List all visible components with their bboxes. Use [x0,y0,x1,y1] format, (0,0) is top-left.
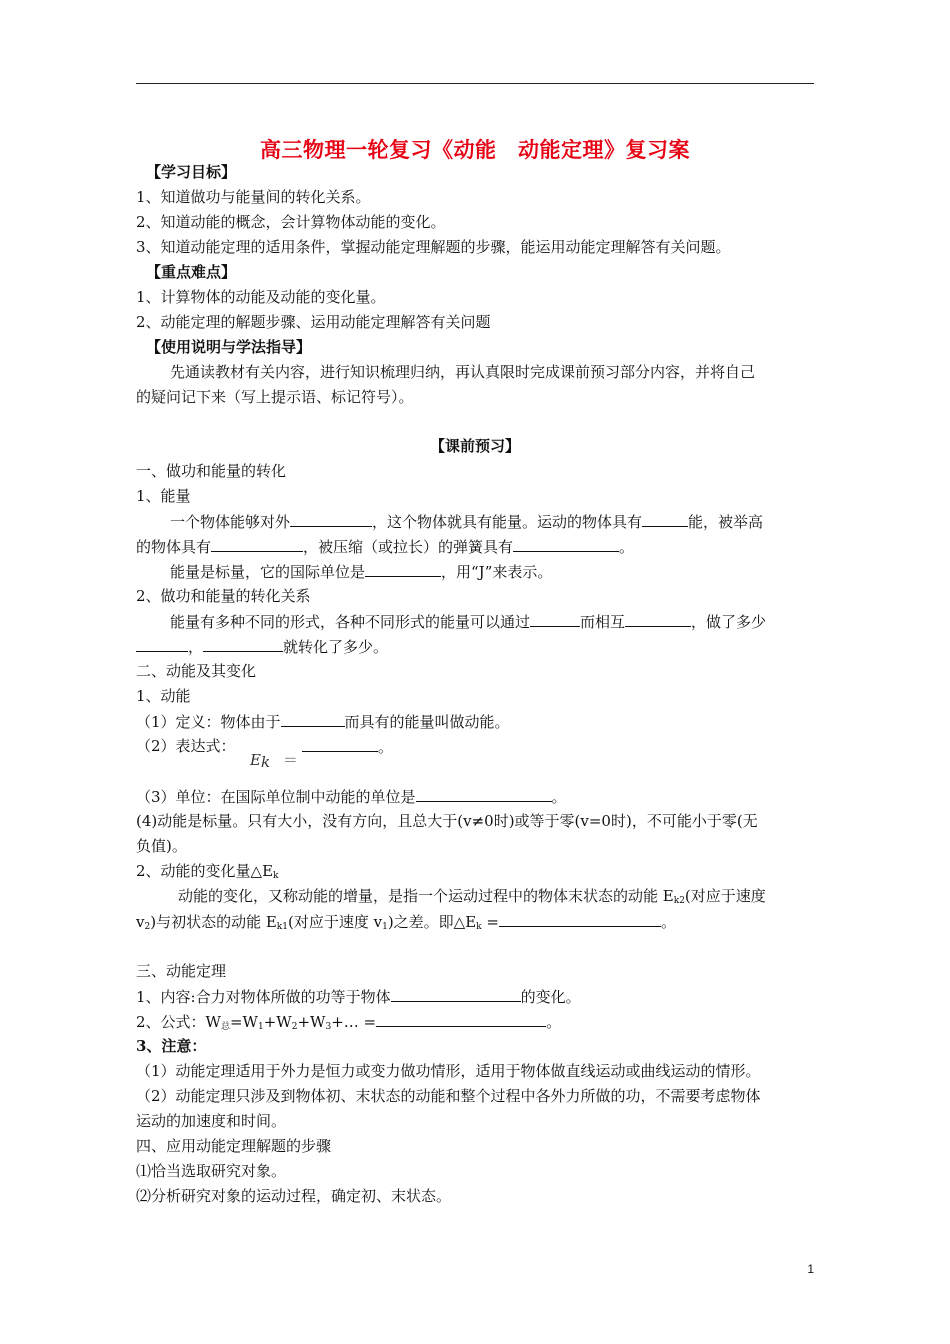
work-energy-line-2: ， 就转化了多少。 [136,636,816,657]
key-point-2: 2、动能定理的解题步骤、运用动能定理解答有关问题 [136,313,491,331]
blank-field[interactable] [365,561,441,577]
section-3-title: 三、动能定理 [136,962,227,980]
energy-paragraph-line-1: 一个物体能够对外 ，这个物体就具有能量。运动的物体具有 能，被举高 [170,513,764,531]
change-line-1: 动能的变化，又称动能的增量，是指一个运动过程中的物体末状态的动能 $E_{k2}$(对应于速度 [178,887,766,906]
section-1-title: 一、做功和能量的转化 [136,462,287,480]
guide-line-1: 先通读教材有关内容，进行知识梳理归纳，再认真限时完成课前预习部分内容，并将自己 [170,363,756,381]
goal-item-2: 2、知道动能的概念，会计算物体动能的变化。 [136,213,446,231]
theorem-content-line: 1、内容:合力对物体所做的功等于物体 的变化。 [136,988,581,1006]
energy-paragraph-line-2: 的物体具有 ，被压缩（或拉长）的弹簧具有 。 [136,538,635,556]
guide-line-2: 的疑问记下来（写上提示语、标记符号）。 [136,388,414,406]
expression-formula: Ek ＝ [250,751,298,771]
document-title: 高三物理一轮复习《动能 动能定理》复习案 [260,137,690,162]
header-rule [136,83,814,84]
goal-item-1: 1、知道做功与能量间的转化关系。 [136,188,371,206]
blank-field[interactable] [136,636,188,652]
expression-line: （2）表达式： [136,737,236,755]
guide-header: 【使用说明与学法指导】 [146,338,312,356]
notes-header: 3、注意： [136,1037,207,1055]
preview-header: 【课前预习】 [429,437,520,455]
step-1: ⑴恰当选取研究对象。 [136,1162,287,1180]
blank-field[interactable] [302,736,378,752]
subsection-energy: 1、能量 [136,487,191,505]
subsection-work-energy: 2、做功和能量的转化关系 [136,587,311,605]
note-1: （1）动能定理适用于外力是恒力或变力做功情形，适用于物体做直线运动或曲线运动的情形。 [136,1062,761,1080]
theorem-formula-line: 2、公式：$W_总=W_1+W_2+W_3+\dots$ = 。 [136,1013,562,1032]
goal-item-3: 3、知道动能定理的适用条件，掌握动能定理解题的步骤，能运用动能定理解答有关问题。 [136,238,731,256]
subsection-kinetic-energy: 1、动能 [136,687,191,705]
section-4-title: 四、应用动能定理解题的步骤 [136,1137,332,1155]
scalar-note-line-2: 负值)。 [136,837,187,855]
change-line-2: $v_2$)与初状态的动能 $E_{k1}$(对应于速度 $v_1$)之差。即$\triangle E_k$ = 。 [136,913,676,932]
note-2-line-2: 运动的加速度和时间。 [136,1112,287,1130]
blank-field[interactable] [211,536,303,552]
key-points-header: 【重点难点】 [146,263,237,281]
blank-field[interactable] [513,536,619,552]
definition-line: （1）定义：物体由于 而具有的能量叫做动能。 [136,713,510,731]
blank-field[interactable] [499,911,661,927]
subsection-change: 2、动能的变化量$\triangle E_k$ [136,862,279,881]
blank-field[interactable] [642,511,688,527]
blank-field[interactable] [290,511,372,527]
blank-field[interactable] [281,711,345,727]
page-number: 1 [807,1262,814,1276]
key-point-1: 1、计算物体的动能及动能的变化量。 [136,288,386,306]
section-2-title: 二、动能及其变化 [136,662,257,680]
blank-field[interactable] [530,611,580,627]
blank-field[interactable] [391,986,521,1002]
blank-field[interactable] [625,611,691,627]
blank-field[interactable] [203,636,283,652]
step-2: ⑵分析研究对象的运动过程，确定初、末状态。 [136,1187,452,1205]
goals-header: 【学习目标】 [146,163,237,181]
expression-blank-line: 。 [302,736,422,757]
blank-field[interactable] [416,786,552,802]
note-2-line-1: （2）动能定理只涉及到物体初、末状态的动能和整个过程中各外力所做的功，不需要考虑物体 [136,1087,761,1105]
blank-field[interactable] [376,1011,546,1027]
scalar-note-line-1: (4)动能是标量。只有大小，没有方向，且总大于(v≠0时)或等于零(v=0时)，不可能小于零(无 [136,812,758,830]
work-energy-line-1: 能量有多种不同的形式，各种不同形式的能量可以通过 而相互 ，做了多少 [170,613,767,631]
energy-unit-line: 能量是标量，它的国际单位是 ，用“J”来表示。 [170,563,553,581]
unit-line: （3）单位：在国际单位制中动能的单位是 。 [136,788,567,806]
